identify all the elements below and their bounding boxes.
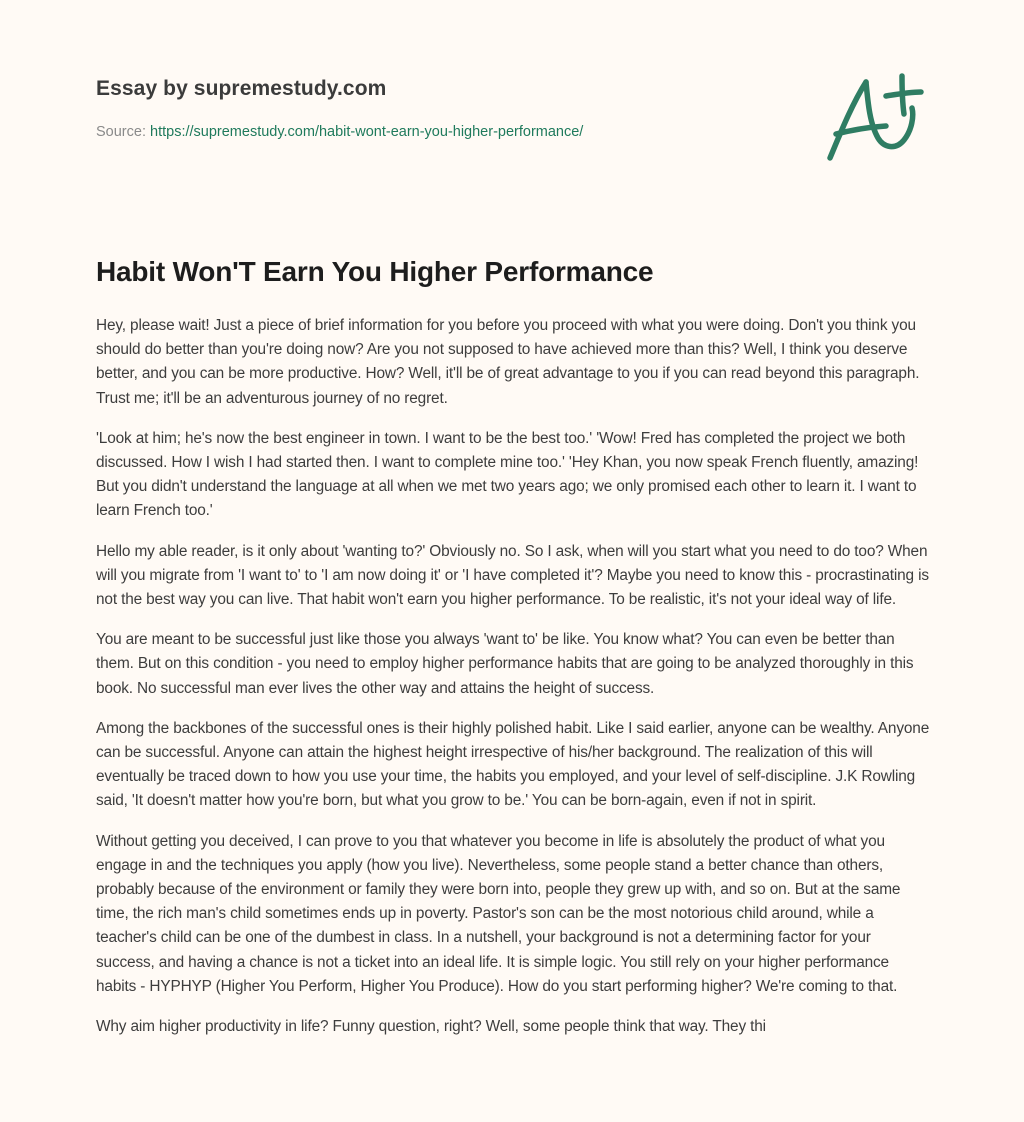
essay-paragraph: 'Look at him; he's now the best engineer in town. I want to be the best too.' 'Wow! Fred has completed the project we both discussed. How I wish I had started then. I want to complete mine too.' 'Hey Khan, you now speak French fluently, amazing! But you didn't understand the language at all when we met two years ago; we only promised each other to learn it. I want to learn French too.' (96, 429, 919, 520)
essay-title: Habit Won'T Earn You Higher Performance (96, 256, 654, 287)
site-title: Essay by supremestudy.com (96, 77, 387, 100)
source-link[interactable]: https://supremestudy.com/habit-wont-earn-you-higher-performance/ (150, 124, 584, 140)
essay-body (96, 314, 932, 1055)
source-line (96, 124, 583, 140)
page-header (96, 0, 928, 200)
essay-paragraph: Why aim higher productivity in life? Funny question, right? Well, some people think that way. They thi (96, 1018, 766, 1036)
a-plus-grade-icon (822, 64, 932, 168)
source-label: Source: (96, 124, 146, 140)
essay-paragraph: You are meant to be successful just like those you always 'want to' be like. You know what? You can even be better than them. But on this condition - you need to employ higher performance habits that are going to be analyzed thoroughly in this book. No successful man ever lives the other way and attains the height of success. (96, 631, 914, 697)
essay-paragraph: Among the backbones of the successful ones is their highly polished habit. Like I said earlier, anyone can be wealthy. Anyone can be successful. Anyone can attain the highest height irrespective of his/her background. The realization of this will eventually be traced down to how you use your time, the habits you employed, and your level of self-discipline. J.K Rowling said, 'It doesn't matter how you're born, but what you grow to be.' You can be born-again, even if not in spirit. (96, 719, 930, 810)
essay-paragraph: Hey, please wait! Just a piece of brief information for you before you proceed with what you were doing. Don't you think you should do better than you're doing now? Are you not supposed to have achieved more than this? Well, I think you deserve better, and you can be more productive. How? Well, it'll be of great advantage to you if you can read beyond this paragraph. Trust me; it'll be an adventurous journey of no regret. (96, 317, 920, 407)
essay-paragraph: Hello my able reader, is it only about 'wanting to?' Obviously no. So I ask, when will you start what you need to do too? When will you migrate from 'I want to' to 'I am now doing it' or 'I have completed it'? Maybe you need to know this - procrastinating is not the best way you can live. That habit won't earn you higher performance. To be realistic, it's not your ideal way of life. (96, 542, 929, 609)
essay-paragraph: Without getting you deceived, I can prove to you that whatever you become in life is absolutely the product of what you engage in and the techniques you apply (how you live). Nevertheless, some people stand a better chance than others, probably because of the environment or family they were born into, people they grew up with, and so on. But at the same time, the rich man's child sometimes ends up in poverty. Pastor's son can be the most notorious child around, while a teacher's child can be one of the dumbest in class. In a nutshell, your background is not a determining factor for your success, and having a chance is not a ticket into an ideal life. It is simple logic. You still rely on your higher performance habits - HYPHYP (Higher You Perform, Higher You Produce). How do you start performing higher? We're coming to that. (96, 832, 901, 995)
